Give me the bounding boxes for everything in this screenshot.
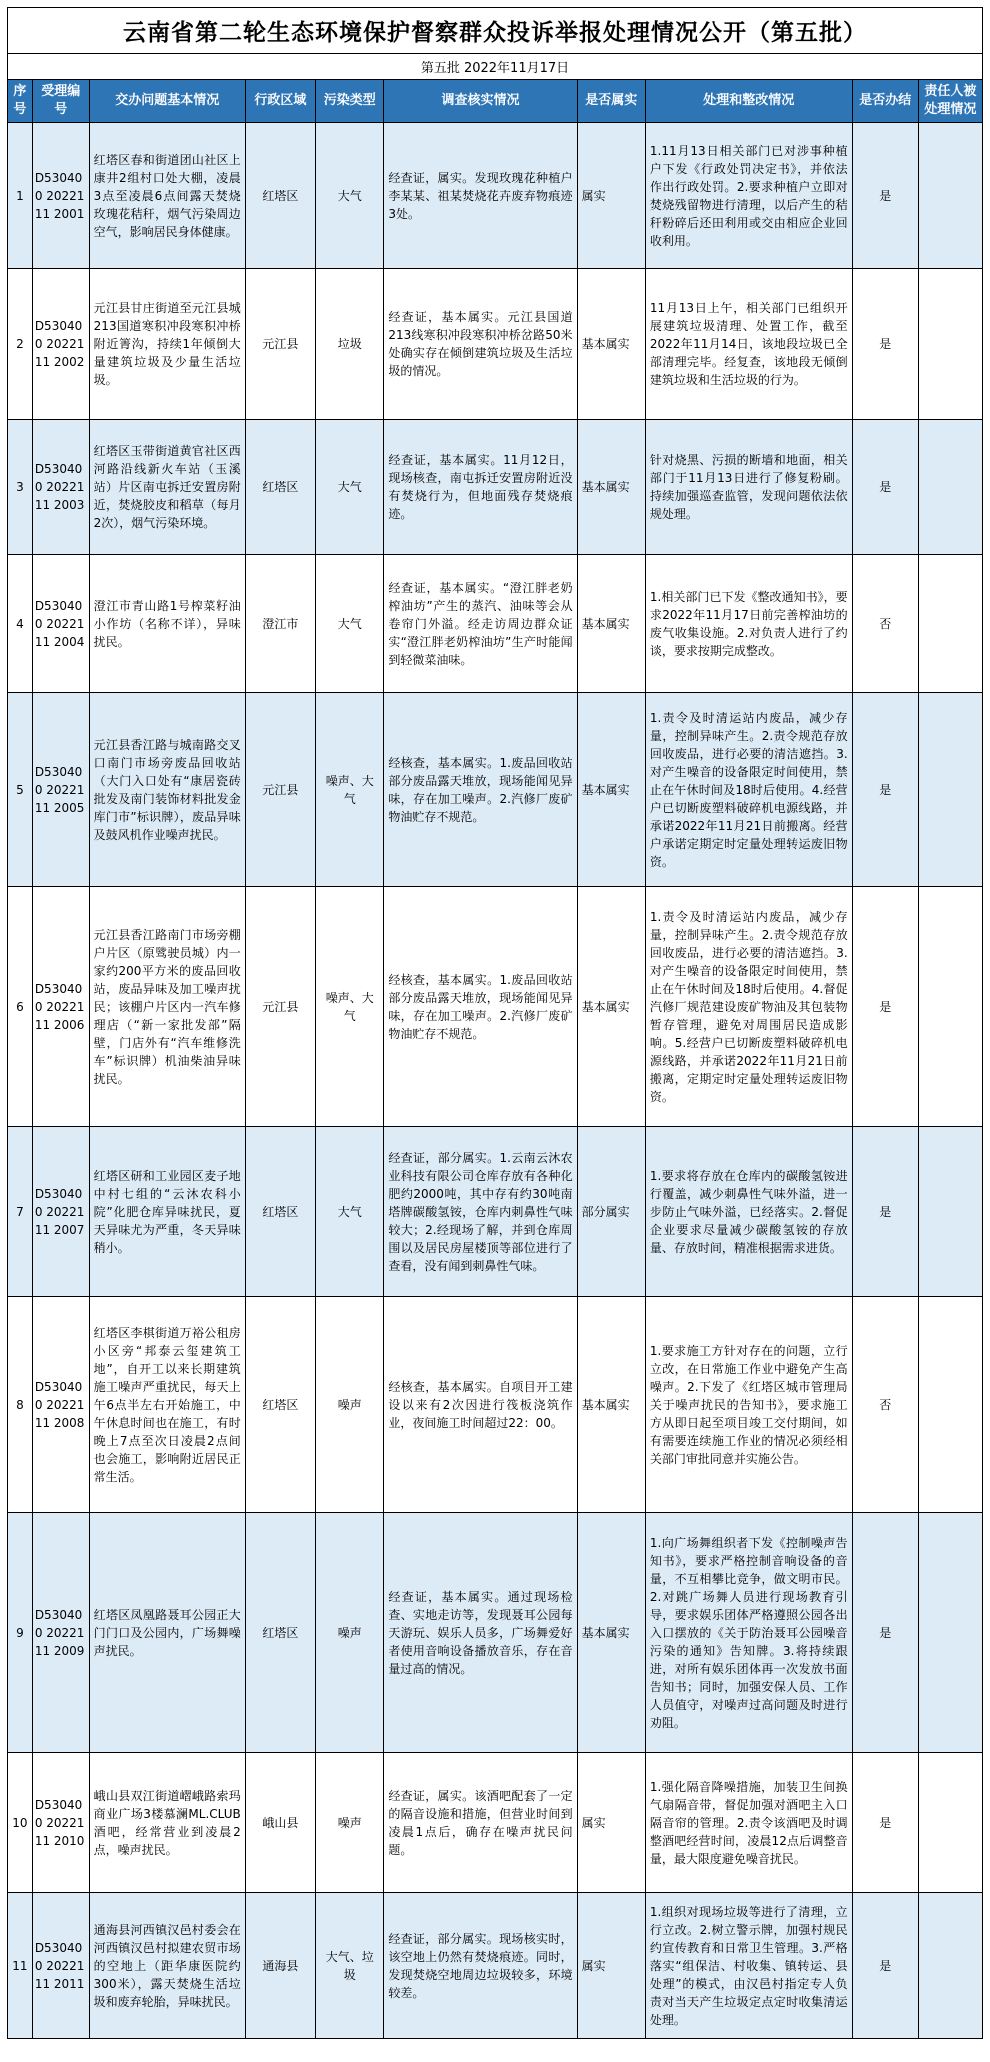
row-issue: 元江县甘庄街道至元江县城213国道寒积冲段寒积冲桥附近箐沟，持续1年倾倒大量建筑垃圾及少量生活垃圾。 xyxy=(89,269,245,420)
row-handling: 1.向广场舞组织者下发《控制噪声告知书》，要求严格控制音响设备的音量，不互相攀比竞争，做文明市民。2.对跳广场舞人员进行现场教育引导，要求娱乐团体严格遵照公园各出入口摆放的《关于防治聂耳公园噪音污染的通知》告知牌。3.将持续跟进，对所有娱乐团体再一次发放书面告知书；同时，加强安保人员、工作人员值守，对噪声过高问题及时进行劝阻。 xyxy=(645,1513,852,1753)
row-code: D530400 2022111 2011 xyxy=(32,1893,89,2039)
row-pollution-type: 大气、垃圾 xyxy=(316,1893,384,2039)
row-code: D530400 2022111 2010 xyxy=(32,1753,89,1893)
row-closed: 是 xyxy=(852,420,918,555)
row-issue: 澄江市青山路1号榨菜籽油小作坊（名称不详），异味扰民。 xyxy=(89,555,245,693)
row-closed: 是 xyxy=(852,1127,918,1297)
header-closed: 是否办结 xyxy=(852,80,918,123)
row-issue: 元江县香江路南门市场旁棚户片区（原骘驶员城）内一家约200平方米的废品回收站，废品异味及加工噪声扰民；该棚户片区内一汽车修理店（“新一家批发部”隔壁，门店外有“汽车维修洗车”标识牌）机油柴油异味扰民。 xyxy=(89,887,245,1127)
table-row xyxy=(8,269,983,420)
row-region: 红塔区 xyxy=(245,420,315,555)
row-region: 红塔区 xyxy=(245,123,315,269)
row-handling: 1.责令及时清运站内废品，减少存量，控制异味产生。2.责令规范存放回收废品，进行必要的清洁遮挡。3.对产生噪音的设备限定时间使用，禁止在午休时间及18时后使用。4.督促汽修厂规范建设废矿物油及其包装物暂存管理，避免对周围居民造成影响。5.经营户已切断废塑料破碎机电源线路，并承诺2022年11月21日前搬离，定期定时定量处理转运废旧物资。 xyxy=(645,887,852,1127)
row-closed: 是 xyxy=(852,1513,918,1753)
row-pollution-type: 大气 xyxy=(316,123,384,269)
table-row xyxy=(8,1127,983,1297)
row-closed: 是 xyxy=(852,123,918,269)
row-verified: 属实 xyxy=(577,123,645,269)
batch-date: 第五批 2022年11月17日 xyxy=(7,53,983,79)
row-no: 5 xyxy=(8,693,33,887)
row-investigation: 经查证，基本属实。“澄江胖老奶榨油坊”产生的蒸汽、油味等会从卷帘门外溢。经走访周边群众证实“澄江胖老奶榨油坊”生产时能闻到轻微菜油味。 xyxy=(384,555,577,693)
row-region: 元江县 xyxy=(245,693,315,887)
row-region: 澄江市 xyxy=(245,555,315,693)
row-investigation: 经查证，基本属实。元江县国道213线寒积冲段寒积冲桥岔路50米处确实存在倾倒建筑垃圾及生活垃圾的情况。 xyxy=(384,269,577,420)
table-row xyxy=(8,555,983,693)
row-verified: 基本属实 xyxy=(577,1513,645,1753)
row-verified: 基本属实 xyxy=(577,1297,645,1513)
row-no: 2 xyxy=(8,269,33,420)
row-issue: 红塔区春和街道团山社区上康井2组村口处大棚，凌晨3点至凌晨6点间露天焚烧玫瑰花秸秆，烟气污染周边空气，影响居民身体健康。 xyxy=(89,123,245,269)
row-investigation: 经核查，基本属实。1.废品回收站部分废品露天堆放，现场能闻见异味，存在加工噪声。2.汽修厂废矿物油贮存不规范。 xyxy=(384,693,577,887)
row-verified: 属实 xyxy=(577,1753,645,1893)
table-row xyxy=(8,887,983,1127)
row-investigation: 经查证，部分属实。现场核实时，该空地上仍然有焚烧痕迹。同时，发现焚烧空地周边垃圾较多，环境较差。 xyxy=(384,1893,577,2039)
header-verified: 是否属实 xyxy=(577,80,645,123)
row-closed: 是 xyxy=(852,887,918,1127)
row-accountability xyxy=(918,887,982,1127)
row-no: 11 xyxy=(8,1893,33,2039)
row-code: D530400 2022111 2004 xyxy=(32,555,89,693)
row-issue: 红塔区李棋街道万裕公租房小区旁“邦泰云玺建筑工地”，自开工以来长期建筑施工噪声严重扰民，每天上午6点半左右开始施工，中午休息时间也在施工，有时晚上7点至次日凌晨2点间也会施工，影响附近居民正常生活。 xyxy=(89,1297,245,1513)
row-code: D530400 2022111 2001 xyxy=(32,123,89,269)
row-closed: 否 xyxy=(852,555,918,693)
row-pollution-type: 噪声 xyxy=(316,1753,384,1893)
row-handling: 1.11月13日相关部门已对涉事种植户下发《行政处罚决定书》，并依法作出行政处罚。2.要求种植户立即对焚烧残留物进行清理，以后产生的秸秆粉碎后还田利用或交由相应企业回收利用。 xyxy=(645,123,852,269)
row-investigation: 经查证，属实。该酒吧配套了一定的隔音设施和措施，但营业时间到凌晨1点后，确存在噪声扰民问题。 xyxy=(384,1753,577,1893)
row-handling: 1.责令及时清运站内废品，减少存量，控制异味产生。2.责令规范存放回收废品，进行必要的清洁遮挡。3.对产生噪音的设备限定时间使用，禁止在午休时间及18时后使用。4.经营户已切断废塑料破碎机电源线路，并承诺2022年11月21日前搬离。经营户承诺定期定时定量处理转运废旧物资。 xyxy=(645,693,852,887)
row-no: 6 xyxy=(8,887,33,1127)
row-verified: 部分属实 xyxy=(577,1127,645,1297)
row-pollution-type: 垃圾 xyxy=(316,269,384,420)
row-no: 1 xyxy=(8,123,33,269)
row-investigation: 经查证，属实。发现玫瑰花种植户李某某、祖某焚烧花卉废弃物痕迹3处。 xyxy=(384,123,577,269)
row-code: D530400 2022111 2008 xyxy=(32,1297,89,1513)
row-verified: 基本属实 xyxy=(577,887,645,1127)
row-pollution-type: 噪声 xyxy=(316,1513,384,1753)
row-region: 元江县 xyxy=(245,887,315,1127)
row-region: 红塔区 xyxy=(245,1297,315,1513)
row-handling: 11月13日上午，相关部门已组织开展建筑垃圾清理、处置工作，截至2022年11月14日，该地段垃圾已全部清理完毕。经复查，该地段无倾倒建筑垃圾和生活垃圾的行为。 xyxy=(645,269,852,420)
row-handling: 1.强化隔音降噪措施，加装卫生间换气扇隔音带，督促加强对酒吧主入口隔音帘的管理。2.责令该酒吧及时调整酒吧经营时间，凌晨12点后调整音量，最大限度避免噪音扰民。 xyxy=(645,1753,852,1893)
table-header xyxy=(8,80,983,123)
row-pollution-type: 噪声、大气 xyxy=(316,693,384,887)
row-investigation: 经查证，基本属实。通过现场检查、实地走访等，发现聂耳公园每天游玩、娱乐人员多，广场舞爱好者使用音响设备播放音乐，存在音量过高的情况。 xyxy=(384,1513,577,1753)
row-code: D530400 2022111 2006 xyxy=(32,887,89,1127)
row-closed: 是 xyxy=(852,1893,918,2039)
table-row xyxy=(8,1893,983,2039)
row-pollution-type: 噪声 xyxy=(316,1297,384,1513)
row-accountability xyxy=(918,555,982,693)
row-region: 通海县 xyxy=(245,1893,315,2039)
row-pollution-type: 大气 xyxy=(316,420,384,555)
header-handling: 处理和整改情况 xyxy=(645,80,852,123)
row-investigation: 经查证，基本属实。11月12日，现场核查，南屯拆迁安置房附近没有焚烧行为，但地面残存焚烧痕迹。 xyxy=(384,420,577,555)
row-closed: 是 xyxy=(852,269,918,420)
row-code: D530400 2022111 2009 xyxy=(32,1513,89,1753)
row-pollution-type: 噪声、大气 xyxy=(316,887,384,1127)
row-no: 7 xyxy=(8,1127,33,1297)
row-accountability xyxy=(918,1753,982,1893)
row-code: D530400 2022111 2005 xyxy=(32,693,89,887)
row-accountability xyxy=(918,269,982,420)
row-region: 红塔区 xyxy=(245,1513,315,1753)
row-no: 3 xyxy=(8,420,33,555)
row-region: 峨山县 xyxy=(245,1753,315,1893)
header-no: 序号 xyxy=(8,80,33,123)
row-code: D530400 2022111 2003 xyxy=(32,420,89,555)
row-accountability xyxy=(918,1127,982,1297)
row-region: 元江县 xyxy=(245,269,315,420)
row-accountability xyxy=(918,1513,982,1753)
row-closed: 是 xyxy=(852,1753,918,1893)
table-row xyxy=(8,693,983,887)
row-no: 10 xyxy=(8,1753,33,1893)
row-closed: 是 xyxy=(852,693,918,887)
row-accountability xyxy=(918,693,982,887)
row-verified: 基本属实 xyxy=(577,420,645,555)
row-verified: 基本属实 xyxy=(577,555,645,693)
row-no: 4 xyxy=(8,555,33,693)
header-investigation: 调查核实情况 xyxy=(384,80,577,123)
row-handling: 1.组织对现场垃圾等进行了清理，立行立改。2.树立警示牌，加强村规民约宣传教育和日常卫生管理。3.严格落实“组保洁、村收集、镇转运、县处理”的模式，由汉邑村指定专人负责对当天产生垃圾定点定时收集清运处理。 xyxy=(645,1893,852,2039)
row-investigation: 经核查，基本属实。自项目开工建设以来有2次因进行筏板浇筑作业，夜间施工时间超过22：00。 xyxy=(384,1297,577,1513)
row-closed: 否 xyxy=(852,1297,918,1513)
row-investigation: 经查证，部分属实。1.云南云沐农业科技有限公司仓库存放有各种化肥约2000吨，其中存有约30吨南塔牌碳酸氢铵，仓库内刺鼻性气味较大；2.经现场了解，并到仓库周围以及居民房屋楼顶等部位进行了查看，没有闻到刺鼻性气味。 xyxy=(384,1127,577,1297)
row-accountability xyxy=(918,1297,982,1513)
row-handling: 针对烧黑、污损的断墙和地面，相关部门于11月13日进行了修复粉刷。持续加强巡查监管，发现问题依法依规处理。 xyxy=(645,420,852,555)
row-verified: 属实 xyxy=(577,1893,645,2039)
row-accountability xyxy=(918,1893,982,2039)
header-accountability: 责任人被处理情况 xyxy=(918,80,982,123)
page-title: 云南省第二轮生态环境保护督察群众投诉举报处理情况公开（第五批） xyxy=(7,7,983,53)
row-handling: 1.要求施工方针对存在的问题，立行立改，在日常施工作业中避免产生高噪声。2.下发了《红塔区城市管理局关于噪声扰民的告知书》，要求施工方从即日起至项目竣工交付期间，如有需要连续施工作业的情况必须经相关部门审批同意并实施公告。 xyxy=(645,1297,852,1513)
table-row xyxy=(8,1513,983,1753)
row-pollution-type: 大气 xyxy=(316,555,384,693)
complaints-table xyxy=(7,79,983,2039)
header-issue: 交办问题基本情况 xyxy=(89,80,245,123)
row-no: 9 xyxy=(8,1513,33,1753)
row-accountability xyxy=(918,420,982,555)
row-accountability xyxy=(918,123,982,269)
row-code: D530400 2022111 2002 xyxy=(32,269,89,420)
row-issue: 红塔区凤凰路聂耳公园正大门门口及公园内，广场舞噪声扰民。 xyxy=(89,1513,245,1753)
row-issue: 元江县香江路与城南路交叉口南门市场旁废品回收站（大门入口处有“康居瓷砖批发及南门装饰材料批发金库门市”标识牌），废品异味及鼓风机作业噪声扰民。 xyxy=(89,693,245,887)
row-issue: 红塔区玉带街道黄官社区西河路沿线新火车站（玉溪站）片区南屯拆迁安置房附近，焚烧胶皮和稻草（每月2次），烟气污染环境。 xyxy=(89,420,245,555)
row-handling: 1.要求将存放在仓库内的碳酸氢铵进行覆盖，减少刺鼻性气味外溢，进一步防止气味外溢，已经落实。2.督促企业要求尽量减少碳酸氢铵的存放量、存放时间，精准根据需求进货。 xyxy=(645,1127,852,1297)
report-sheet xyxy=(7,7,983,2039)
table-row xyxy=(8,1297,983,1513)
row-no: 8 xyxy=(8,1297,33,1513)
row-issue: 峨山县双江街道嶍峨路索玛商业广场3楼慕澜ML.CLUB酒吧，经常营业到凌晨2点，噪声扰民。 xyxy=(89,1753,245,1893)
row-verified: 基本属实 xyxy=(577,693,645,887)
row-region: 红塔区 xyxy=(245,1127,315,1297)
header-code: 受理编号 xyxy=(32,80,89,123)
table-row xyxy=(8,1753,983,1893)
row-investigation: 经核查，基本属实。1.废品回收站部分废品露天堆放，现场能闻见异味，存在加工噪声。2.汽修厂废矿物油贮存不规范。 xyxy=(384,887,577,1127)
table-row xyxy=(8,123,983,269)
row-verified: 基本属实 xyxy=(577,269,645,420)
header-pollution-type: 污染类型 xyxy=(316,80,384,123)
row-pollution-type: 大气 xyxy=(316,1127,384,1297)
header-region: 行政区域 xyxy=(245,80,315,123)
row-code: D530400 2022111 2007 xyxy=(32,1127,89,1297)
row-issue: 通海县河西镇汉邑村委会在河西镇汉邑村拟建农贸市场的空地上（距华康医院约300米），露天焚烧生活垃圾和废弃轮胎，异味扰民。 xyxy=(89,1893,245,2039)
row-handling: 1.相关部门已下发《整改通知书》，要求2022年11月17日前完善榨油坊的废气收集设施。2.对负责人进行了约谈，要求按期完成整改。 xyxy=(645,555,852,693)
row-issue: 红塔区研和工业园区麦子地中村七组的“云沐农科小院”化肥仓库异味扰民，夏天异味尤为严重，冬天异味稍小。 xyxy=(89,1127,245,1297)
table-row xyxy=(8,420,983,555)
